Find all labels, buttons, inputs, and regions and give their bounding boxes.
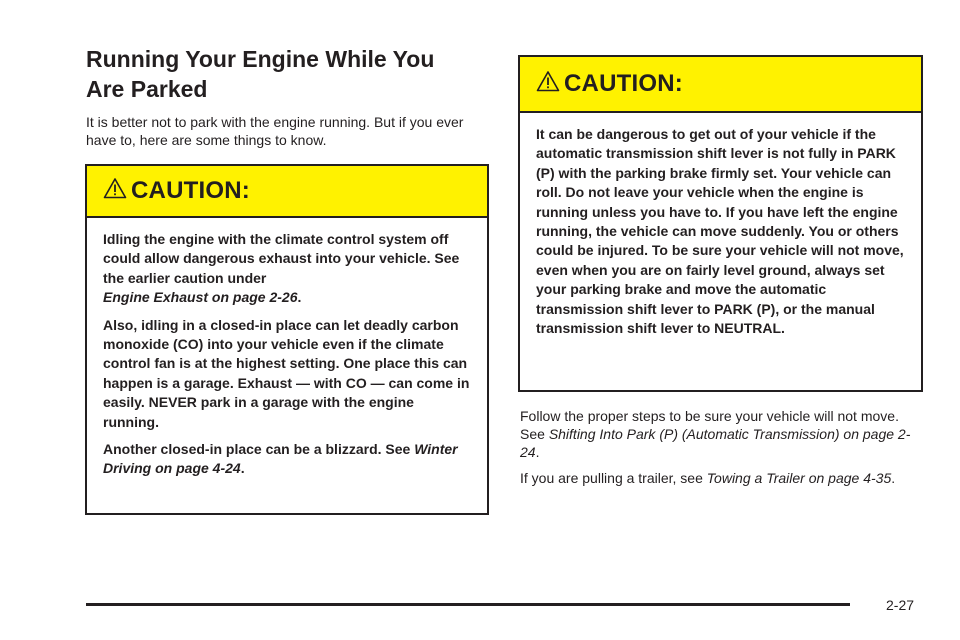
warning-triangle-icon	[103, 177, 127, 199]
punctuation: .	[297, 289, 302, 306]
punctuation: .	[891, 470, 896, 486]
punctuation: .	[240, 460, 245, 477]
page-heading	[86, 44, 486, 104]
body-text: Follow the proper steps to be sure your vehicle will not move. See	[520, 408, 899, 442]
caution-box-idling	[85, 164, 489, 515]
cross-reference: Engine Exhaust on page 2-26	[103, 289, 298, 306]
caution-text: Another closed-in place can be a blizzard. See	[103, 441, 411, 458]
caution-box-parking	[518, 55, 923, 392]
caution-paragraph: It can be dangerous to get out of your vehicle if the automatic transmission shift lever is not fully in PARK (P) with the parking brake firmly set. Your vehicle can roll. Do not leave your vehicle when the engine is running unless you have to. If you have left the engine running, the vehicle can move suddenly. You or others could be injured. To be sure your vehicle will not move, even when you are on fairly level ground, always set your parking brake and move the automatic transmission shift lever to PARK (P), or the manual transmission shift lever to NEUTRAL.	[536, 126, 904, 337]
heading-line-2: Are Parked	[86, 76, 208, 102]
footer-rule	[86, 603, 850, 606]
caution-paragraph	[103, 440, 473, 479]
intro-paragraph: It is better not to park with the engine running. But if you ever have to, here are some things to know.	[86, 114, 464, 148]
punctuation: .	[535, 444, 540, 460]
cross-reference: Towing a Trailer on page 4-35	[706, 470, 892, 486]
caution-paragraph	[103, 230, 473, 308]
caution-title: CAUTION:	[564, 70, 683, 97]
caution-title: CAUTION:	[131, 177, 250, 204]
body-text: If you are pulling a trailer, see	[520, 470, 703, 486]
caution-header	[520, 57, 921, 113]
caution-body	[87, 218, 487, 497]
trailer-paragraph	[520, 469, 920, 487]
heading-line-1: Running Your Engine While You	[86, 46, 435, 72]
warning-triangle-icon	[536, 70, 560, 92]
cross-reference: Winter Driving on page 4-24	[103, 441, 458, 477]
caution-header	[87, 166, 487, 218]
cross-reference: Shifting Into Park (P) (Automatic Transmission) on page 2-24	[520, 426, 911, 460]
caution-paragraph: Also, idling in a closed-in place can let deadly carbon monoxide (CO) into your vehicle even if the climate control fan is at the highest setting. One place this can happen is a garage. Exhaust — with CO — can come in easily. NEVER park in a garage with the engine running.	[103, 316, 470, 430]
caution-body	[520, 113, 921, 356]
page-number: 2-27	[886, 597, 915, 613]
follow-paragraph	[520, 407, 920, 461]
caution-text: Idling the engine with the climate control system off could allow dangerous exhaust into your vehicle. See the earlier caution under	[103, 231, 460, 286]
